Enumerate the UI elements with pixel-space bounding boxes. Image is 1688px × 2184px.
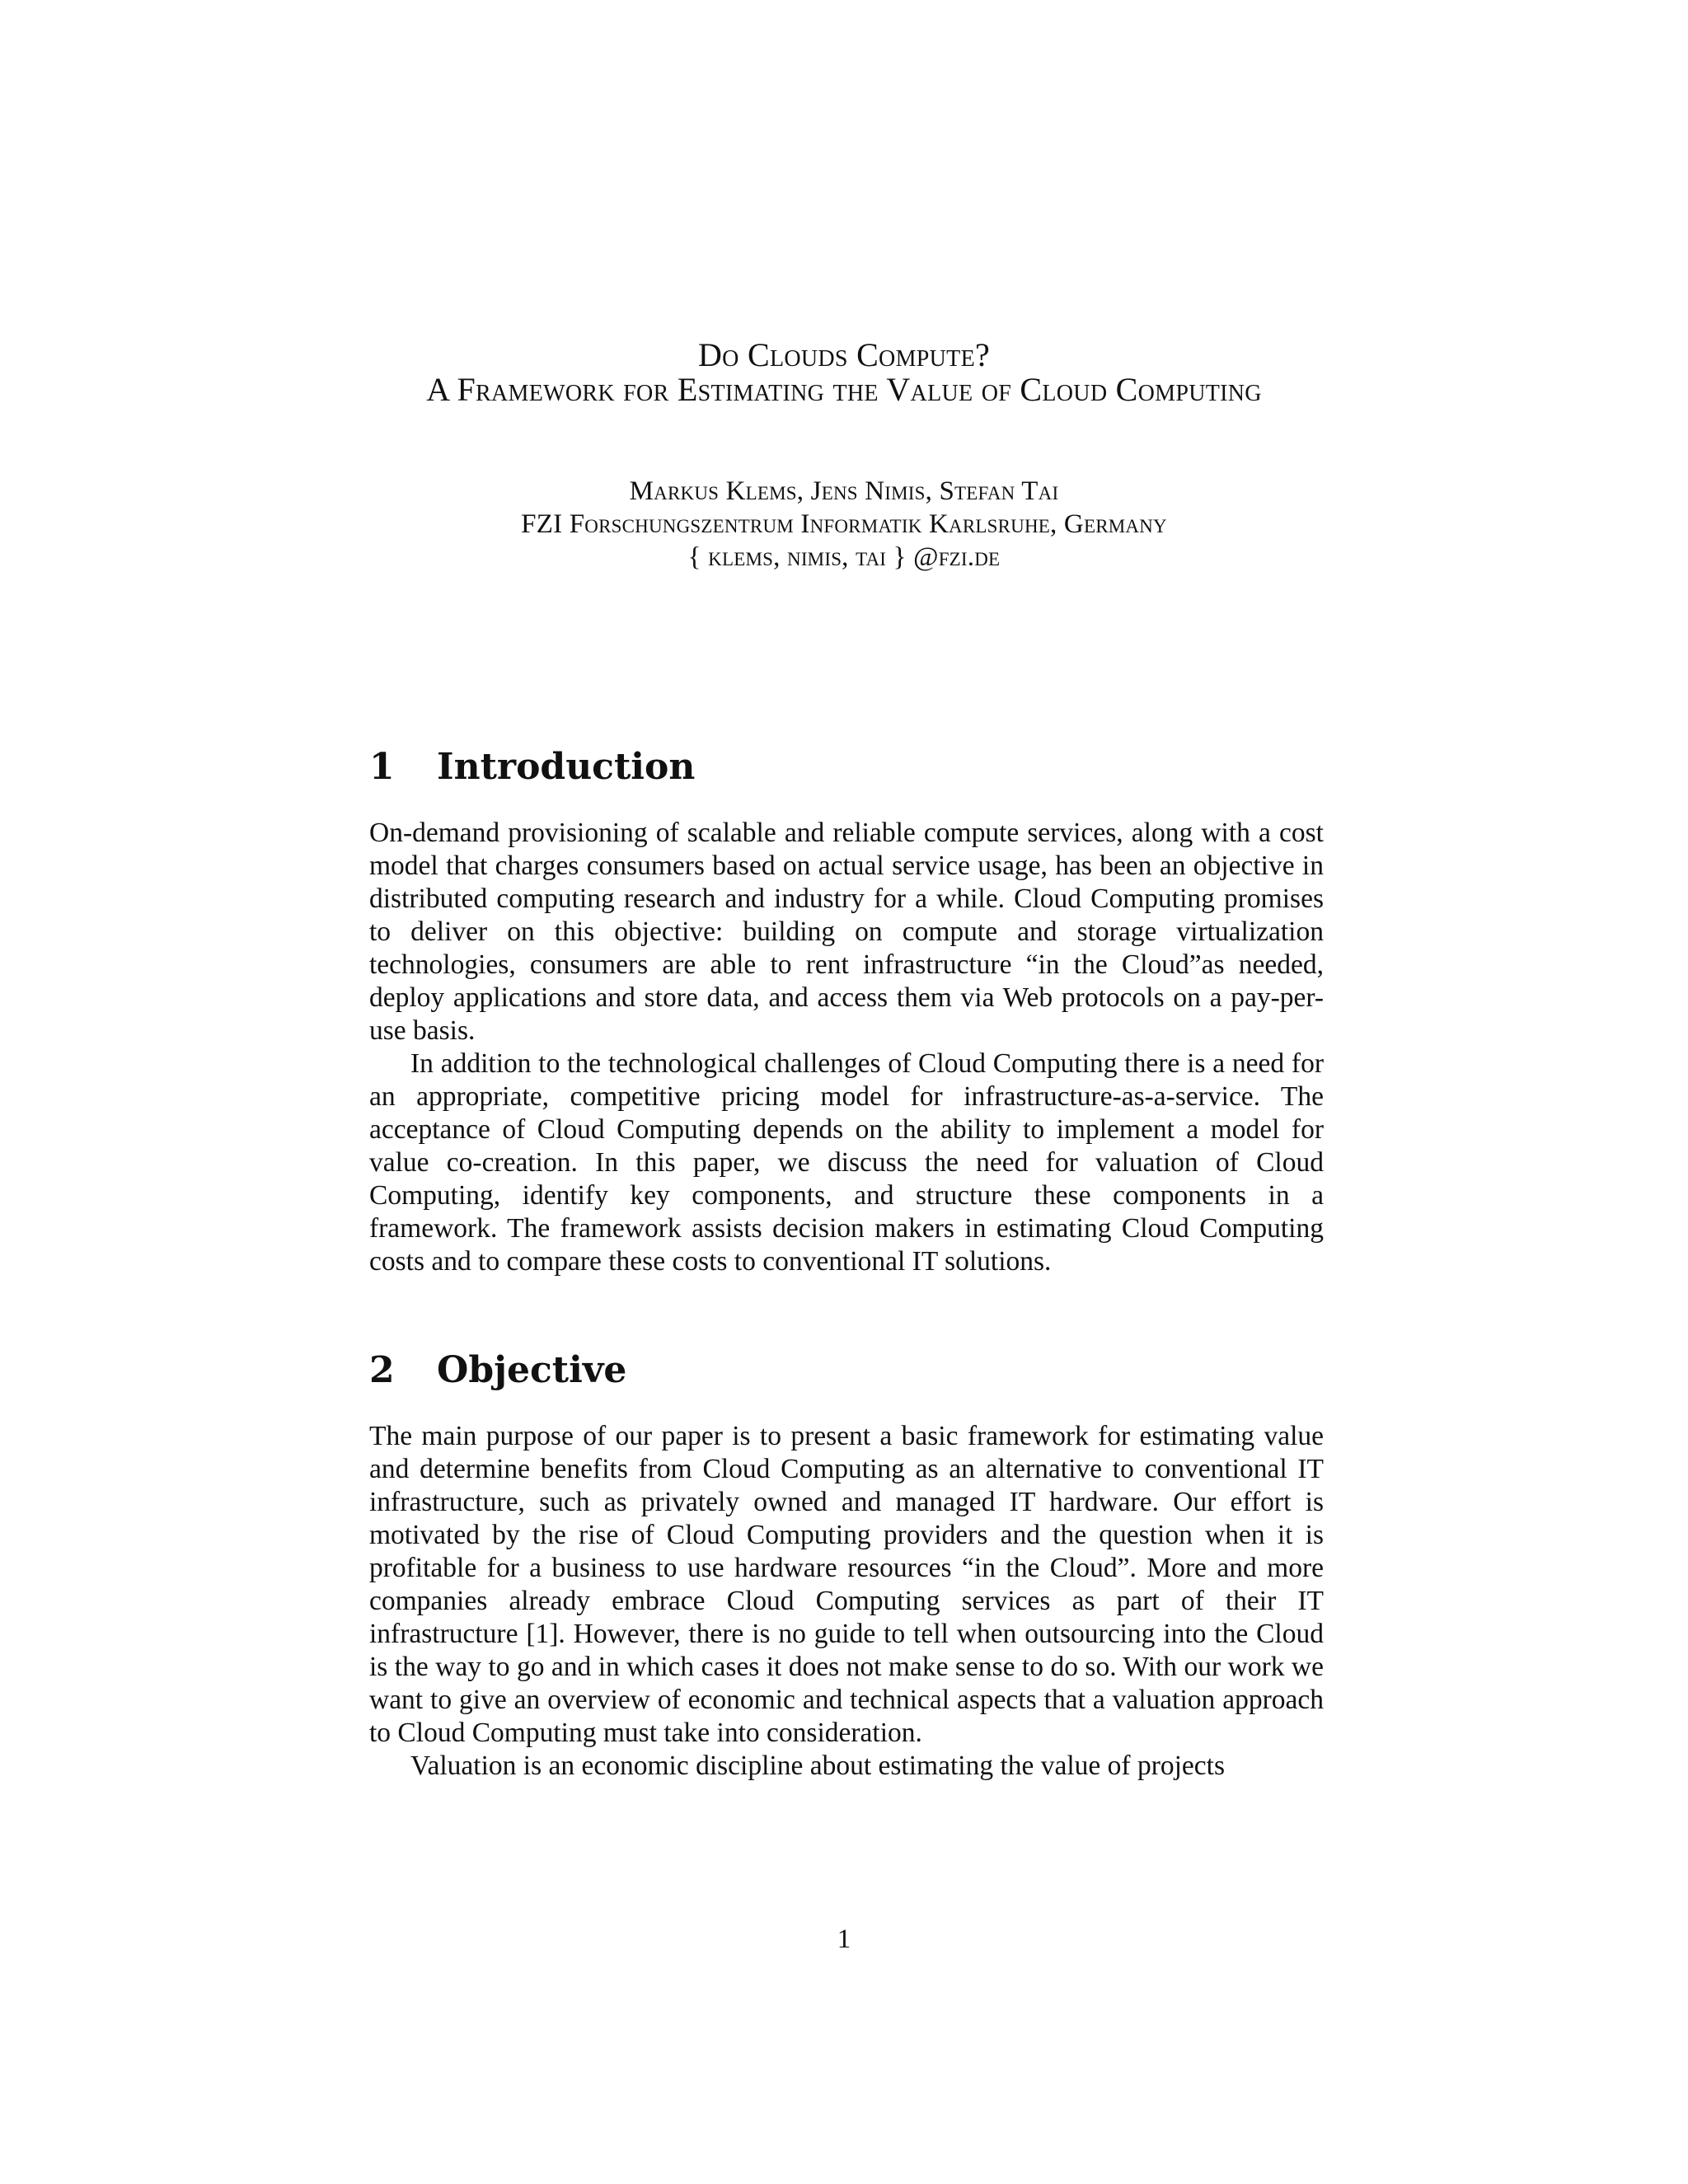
paragraph: In addition to the technological challenges of Cloud Computing there is a need for an appropriate, competitive pricing model for infrastructure-as-a-service. The acceptance of Cloud Computing depends on the ability to implement a model for value co-creation. In this paper, we discuss the need for valuation of Cloud Computing, identify key components, and structure these components in a framework. The framework assists decision makers in estimating Cloud Computing costs and to compare these costs to conventional IT solutions. [369,1048,1324,1277]
section-number: 2 [369,1349,395,1391]
section-title: Objective [437,1349,627,1391]
affiliation: FZI Forschungszentrum Informatik Karlsruhe, Germany [521,509,1167,539]
author-block [0,475,1688,574]
section-title: Introduction [437,746,696,788]
title-line-1: Do Clouds Compute? [697,336,991,373]
section-body-introduction [369,817,1324,1278]
paragraph: On-demand provisioning of scalable and reliable compute services, along with a cost model that charges consumers based on actual service usage, has been an objective in distributed computing research and industry for a while. Cloud Computing promises to deliver on this objective: building on compute and storage virtualization technologies, consumers are able to rent infrastructure “in the Cloud”as needed, deploy applications and store data, and access them via Web protocols on a pay-per-use basis. [369,818,1324,1046]
paper-title [0,338,1688,407]
paragraph: The main purpose of our paper is to present a basic framework for estimating value and determine benefits from Cloud Computing as an alternative to conventional IT infrastructure, such as privately owned and managed IT hardware. Our effort is motivated by the rise of Cloud Computing providers and the question when it is profitable for a business to use hardware resources “in the Cloud”. More and more companies already embrace Cloud Computing services as part of their IT infrastructure [1]. However, there is no guide to tell when outsourcing into the Cloud is the way to go and in which cases it does not make sense to do so. With our work we want to give an overview of economic and technical aspects that a valuation approach to Cloud Computing must take into consideration. [369,1421,1324,1748]
authors: Markus Klems, Jens Nimis, Stefan Tai [629,476,1059,506]
page-number: 1 [837,1924,851,1954]
section-number: 1 [369,746,395,788]
section-body-objective [369,1420,1324,1783]
paragraph: Valuation is an economic discipline about estimating the value of projects [410,1750,1225,1781]
email: { klems, nimis, tai } @fzi.de [687,542,1001,572]
section-heading-introduction [369,747,695,788]
title-line-2: A Framework for Estimating the Value of Cloud Computing [426,371,1262,408]
section-heading-objective [369,1350,626,1391]
